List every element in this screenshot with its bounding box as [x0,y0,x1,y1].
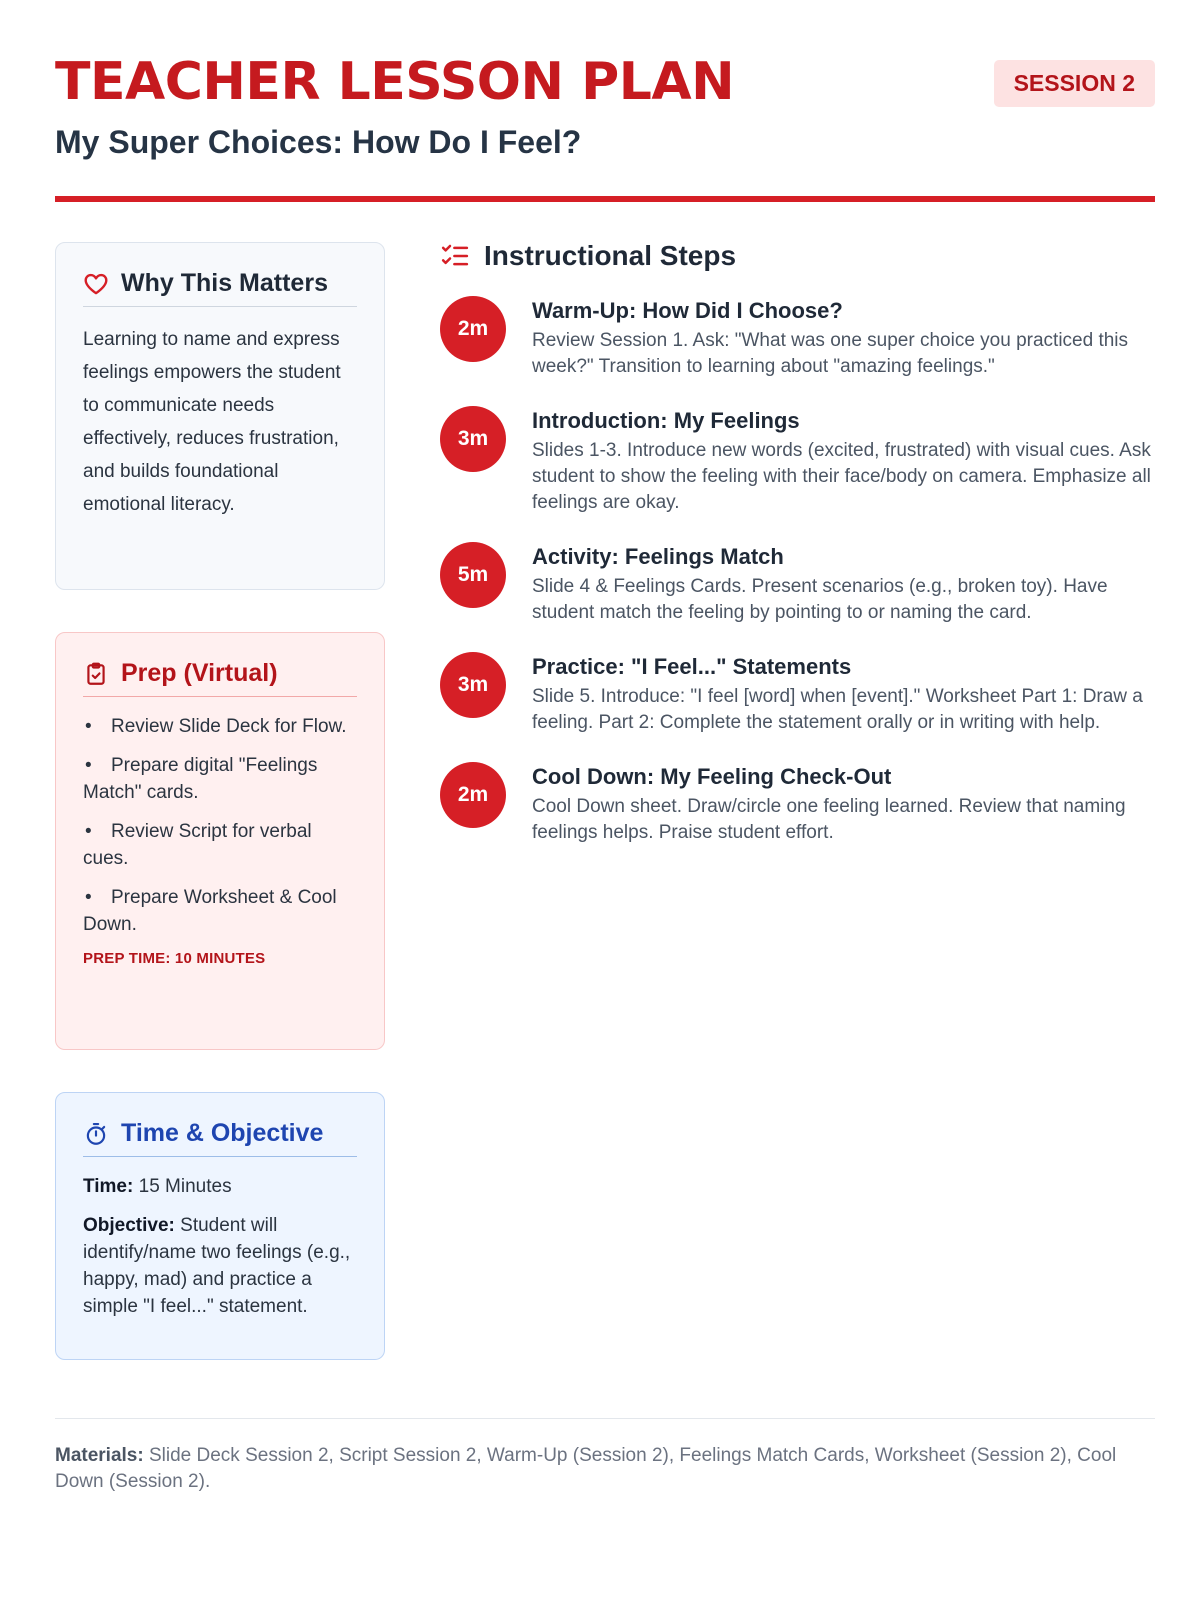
step-item [440,542,1155,626]
page-subtitle: My Super Choices: How Do I Feel? [55,124,582,160]
why-card-text: Learning to name and express feelings empowers the student to communicate needs effectively, reduces frustration, and builds foundational emotional literacy. [83,329,341,515]
objective-label: Objective: [83,1215,175,1236]
footer-divider [55,1418,1155,1419]
prep-item-text: Prepare digital "Feelings Match" cards. [83,755,318,803]
prep-item-text: Review Slide Deck for Flow. [111,716,347,737]
why-this-matters-card [55,242,385,590]
step-title: Practice: "I Feel..." Statements [532,654,852,679]
step-item [440,296,1155,380]
step-description: Review Session 1. Ask: "What was one super choice you practiced this week?" Transition to learning about "amazing feelings." [532,330,1129,377]
time-objective-card [55,1092,385,1360]
prep-item-text: Review Script for verbal cues. [83,821,312,869]
step-title: Activity: Feelings Match [532,544,784,569]
prep-card-title: Prep (Virtual) [121,659,278,687]
bullet-icon: • [85,821,92,842]
step-duration-badge: 5m [440,542,506,608]
stopwatch-icon [83,1121,109,1147]
list-item [83,818,357,872]
session-badge: SESSION 2 [994,60,1155,107]
step-duration-badge: 2m [440,762,506,828]
instructional-steps [440,240,1155,846]
page-title: TEACHER LESSON PLAN [55,52,735,112]
heart-icon [83,271,109,297]
materials-footer [55,1443,1155,1495]
list-item [83,713,357,740]
why-card-header [83,269,357,307]
step-duration-badge: 3m [440,652,506,718]
step-description: Slide 4 & Feelings Cards. Present scenarios (e.g., broken toy). Have student match the feeling by pointing to or naming the card. [532,576,1108,623]
objective-line [83,1212,357,1320]
time-line [83,1173,357,1200]
step-duration-badge: 2m [440,296,506,362]
prep-list [83,713,357,938]
materials-value: Slide Deck Session 2, Script Session 2, Warm-Up (Session 2), Feelings Match Cards, Worksheet (Session 2), Cool Down (Session 2). [55,1445,1117,1492]
time-label: Time: [83,1176,134,1197]
step-description: Slide 5. Introduce: "I feel [word] when [event]." Worksheet Part 1: Draw a feeling. Part 2: Complete the statement orally or in writing with help. [532,686,1143,733]
step-item [440,406,1155,516]
list-item [83,884,357,938]
step-title: Introduction: My Feelings [532,408,800,433]
header [55,52,1155,202]
step-duration-badge: 3m [440,406,506,472]
steps-header [440,240,1155,272]
prep-item-text: Prepare Worksheet & Cool Down. [83,887,337,935]
steps-title: Instructional Steps [484,240,737,271]
list-item [83,752,357,806]
clipboard-icon [83,661,109,687]
checklist-icon [440,241,470,271]
time-card-title: Time & Objective [121,1119,324,1147]
prep-card-header [83,659,357,697]
step-item [440,762,1155,846]
time-card-header [83,1119,357,1157]
bullet-icon: • [85,887,92,908]
lesson-plan-page [55,0,1155,1600]
step-description: Cool Down sheet. Draw/circle one feeling learned. Review that naming feelings helps. Praise student effort. [532,796,1126,843]
step-item [440,652,1155,736]
time-value: 15 Minutes [138,1176,232,1197]
why-card-title: Why This Matters [121,269,328,297]
step-description: Slides 1-3. Introduce new words (excited, frustrated) with visual cues. Ask student to show the feeling with their face/body on camera. Emphasize all feelings are okay. [532,440,1151,513]
prep-card [55,632,385,1050]
prep-time-label: PREP TIME: 10 MINUTES [83,950,266,967]
header-divider [55,196,1155,202]
materials-label: Materials: [55,1445,144,1466]
bullet-icon: • [85,716,92,737]
step-title: Cool Down: My Feeling Check-Out [532,764,892,789]
bullet-icon: • [85,755,92,776]
step-title: Warm-Up: How Did I Choose? [532,298,843,323]
objective-value: Student will identify/name two feelings (e.g., happy, mad) and practice a simple "I feel..." statement. [83,1215,351,1317]
